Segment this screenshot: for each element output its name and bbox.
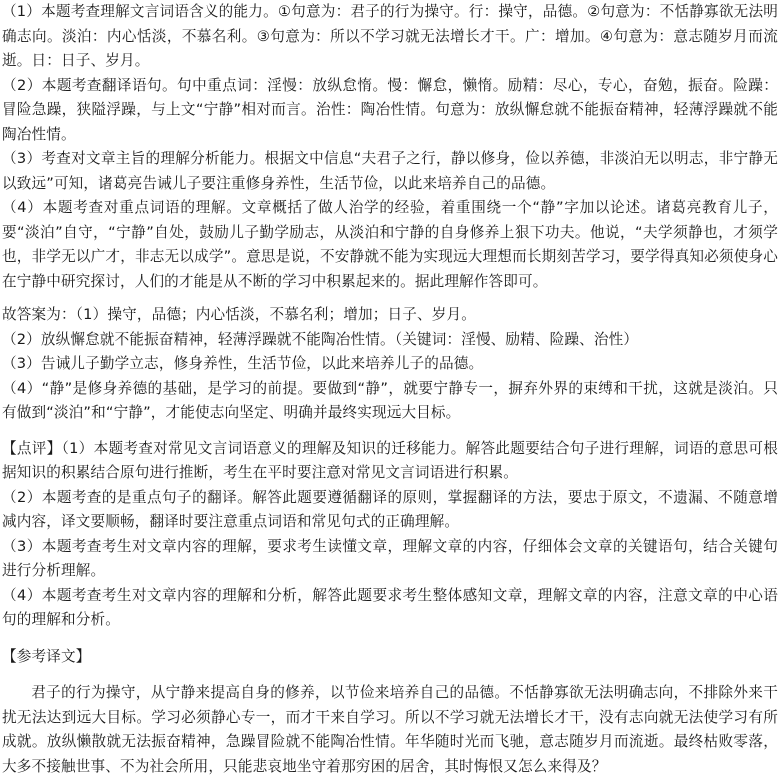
answer-line-4: （4）“静”是修身养德的基础，是学习的前提。要做到“静”，就要宁静专一，摒弃外界的束缚和干扰，这就是淡泊。只有做到“淡泊”和“宁静”，才能使志向坚定、明确并最终实现远大目标。 [2,379,778,421]
comment-item-2: （2）本题考查的是重点句子的翻译。解答此题要遵循翻译的原则，掌握翻译的方法，要忠于原文，不遗漏、不随意增减内容，译文要顺畅，翻译时要注意重点词语和常见句式的正确理解。 [2,488,778,530]
spacer [2,669,778,681]
analysis-item-3: （3）考查对文章主旨的理解分析能力。根据文中信息“夫君子之行，静以修身，俭以养德，非淡泊无以明志，非宁静无以致远”可知，诸葛亮告诫儿子要注重修身养性，生活节俭，以此来培养自己的品德。 [2,150,778,192]
comment-item-4: （4）本题考查考生对文章内容的理解和分析，解答此题要求考生整体感知文章，理解文章的内容，注意文章的中心语句的理解和分析。 [2,586,778,628]
comment-item-3: （3）本题考查考生对文章内容的理解，要求考生读懂文章，理解文章的内容，仔细体会文章的关键语句，结合关键句进行分析理解。 [2,537,778,579]
comment-item-1: 【点评】（1）本题考查对常见文言词语意义的理解及知识的迁移能力。解答此题要结合句子进行理解，词语的意思可根据知识的积累结合原句进行推断，考生在平时要注意对常见文言词语进行积累。 [2,439,778,481]
spacer [2,633,778,645]
spacer [2,426,778,437]
translation-body: 君子的行为操守，从宁静来提高自身的修养，以节俭来培养自己的品德。不恬静寡欲无法明确志向，不排除外来干扰无法达到远大目标。学习必须静心专一，而才干来自学习。所以不学习就无法增长才干，没有志向就无法使学习有所成就。放纵懒散就无法振奋精神，急躁冒险就不能陶冶性情。年华随时光而飞驰，意志随岁月而流逝。最终枯败零落，大多不接触世事、不为社会所用，只能悲哀地坐守着那穷困的居舍，其时悔恨又怎么来得及？ [2,684,778,775]
spacer [2,294,778,303]
analysis-item-1: （1）本题考查理解文言词语含义的能力。①句意为：君子的行为操守。行：操守，品德。②句意为：不恬静寡欲无法明确志向。淡泊：内心恬淡，不慕名利。③句意为：所以不学习就无法增长才干。广：增加。④句意为：意志随岁月而流逝。日：日子、岁月。 [2,3,778,69]
answer-line-3: （3）告诫儿子勤学立志，修身养性，生活节俭，以此来培养儿子的品德。 [2,355,484,372]
analysis-item-2: （2）本题考查翻译语句。句中重点词：淫慢：放纵怠惰。慢：懈怠，懒惰。励精：尽心，专心，奋勉，振奋。险躁：冒险急躁，狭隘浮躁，与上文“宁静”相对而言。治性：陶冶性情。句意为：放纵懈怠就不能振奋精神，轻薄浮躁就不能陶冶性情。 [2,76,778,143]
answer-line-2: （2）放纵懈怠就不能振奋精神，轻薄浮躁就不能陶冶性情。（关键词：淫慢、励精、险躁、治性） [2,330,639,348]
answer-line-1: 故答案为：（1）操守，品德；内心恬淡，不慕名利；增加；日子、岁月。 [2,306,476,323]
translation-heading: 【参考译文】 [2,647,91,665]
document-body [2,0,778,779]
analysis-item-4: （4）本题考查对重点词语的理解。文章概括了做人治学的经验，着重围绕一个“静”字加以论述。诸葛亮教育儿子，要“淡泊”自守，“宁静”自处，鼓励儿子勤学励志，从淡泊和宁静的自身修养上狠下功夫。他说，“夫学须静也，才须学也，非学无以广才，非志无以成学”。意思是说，不安静就不能为实现远大理想而长期刻苦学习，要学得真知必须使身心在宁静中研究探讨，人们的才能是从不断的学习中积累起来的。据此理解作答即可。 [2,199,778,290]
